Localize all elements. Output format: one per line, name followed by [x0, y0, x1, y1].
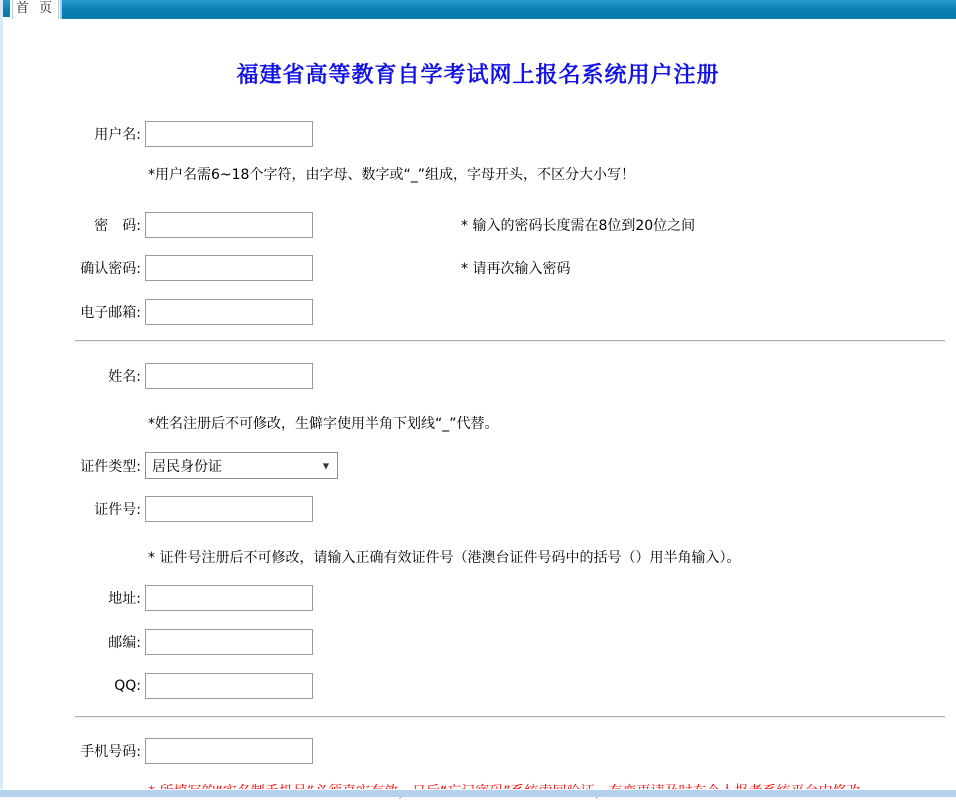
mobile-label: 手机号码: — [80, 744, 141, 760]
confirm-password-row — [0, 255, 956, 281]
postcode-input[interactable] — [145, 629, 313, 655]
window-bottom-edge — [0, 789, 956, 797]
mobile-input[interactable] — [145, 738, 313, 764]
tabbar-fill — [60, 0, 956, 19]
divider — [75, 340, 945, 342]
confirm-password-note: * 请再次输入密码 — [461, 261, 571, 277]
name-hint: *姓名注册后不可修改，生僻字使用半角下划线“_”代替。 — [148, 416, 499, 432]
id-number-row — [0, 496, 956, 522]
name-input[interactable] — [145, 363, 313, 389]
email-row — [0, 299, 956, 325]
divider — [75, 716, 945, 718]
email-input[interactable] — [145, 299, 313, 325]
password-label: 密 码: — [94, 218, 141, 234]
address-input[interactable] — [145, 585, 313, 611]
id-type-row — [0, 452, 956, 479]
top-tab-bar — [0, 0, 956, 19]
window-left-edge — [0, 0, 3, 797]
email-label: 电子邮箱: — [80, 305, 141, 321]
qq-row — [0, 673, 956, 699]
postcode-row — [0, 629, 956, 655]
id-type-select[interactable] — [145, 452, 338, 479]
page-title: 福建省高等教育自学考试网上报名系统用户注册 — [236, 62, 720, 88]
tab-home-label: 首 页 — [15, 1, 56, 16]
id-number-input[interactable] — [145, 496, 313, 522]
chevron-down-icon: ▼ — [322, 461, 329, 470]
id-number-label: 证件号: — [94, 502, 141, 518]
name-row — [0, 363, 956, 389]
id-type-selected-value: 居民身份证 — [152, 458, 222, 475]
tabbar-left-stub — [3, 0, 10, 17]
qq-label: QQ: — [114, 678, 141, 694]
tab-home[interactable] — [12, 0, 59, 19]
password-input[interactable] — [145, 212, 313, 238]
mobile-row — [0, 738, 956, 764]
name-label: 姓名: — [108, 369, 141, 385]
address-row — [0, 585, 956, 611]
address-label: 地址: — [108, 591, 141, 607]
id-type-label: 证件类型: — [80, 458, 141, 475]
confirm-password-input[interactable] — [145, 255, 313, 281]
postcode-label: 邮编: — [108, 635, 141, 651]
qq-input[interactable] — [145, 673, 313, 699]
password-note: * 输入的密码长度需在8位到20位之间 — [461, 218, 696, 234]
username-row — [0, 121, 956, 147]
username-hint: *用户名需6~18个字符，由字母、数字或“_”组成，字母开头，不区分大小写！ — [148, 167, 635, 183]
confirm-password-label: 确认密码: — [80, 261, 141, 277]
username-input[interactable] — [145, 121, 313, 147]
id-number-hint: * 证件号注册后不可修改，请输入正确有效证件号（港澳台证件号码中的括号（）用半角输入）。 — [148, 550, 741, 566]
username-label: 用户名: — [94, 127, 141, 143]
password-row — [0, 212, 956, 238]
